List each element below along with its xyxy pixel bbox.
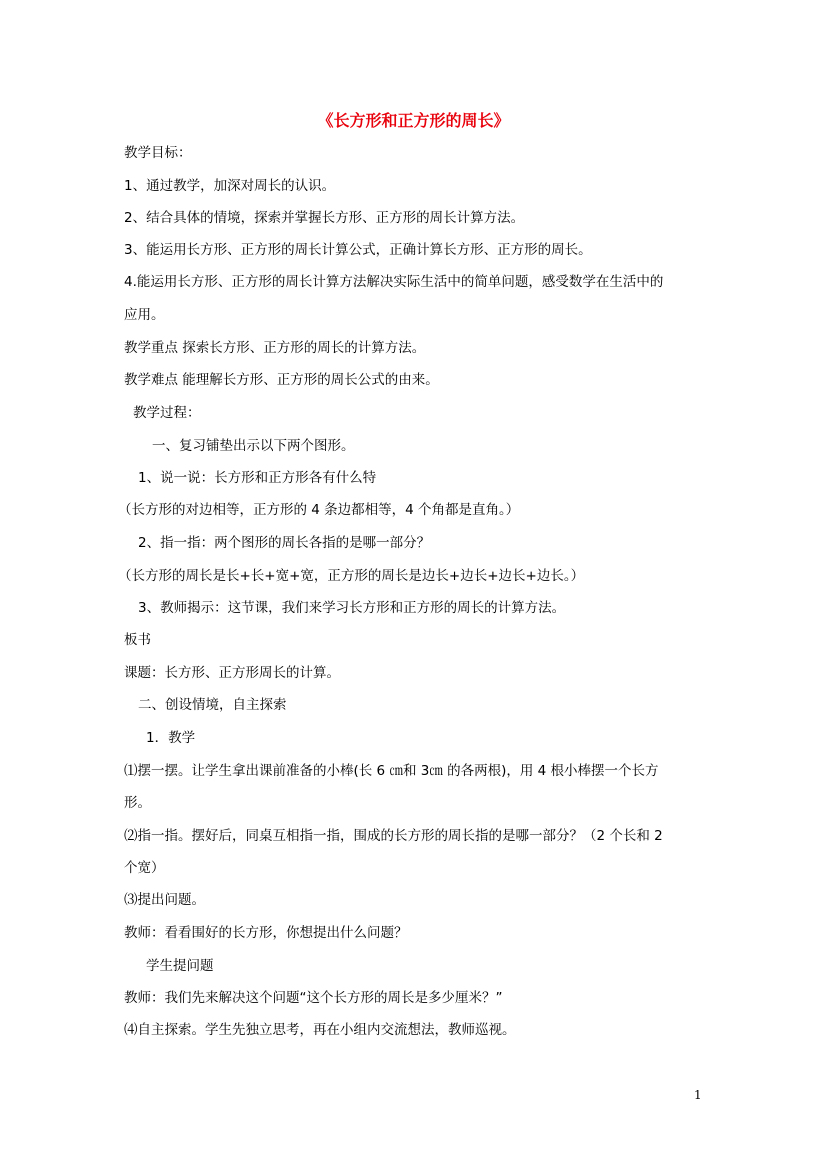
lesson-topic: 课题：长方形、正方形周长的计算。 xyxy=(124,665,340,681)
student-questions: 学生提问题 xyxy=(146,958,214,974)
objective-item-3: 3、能运用长方形、正方形的周长计算公式，正确计算长方形、正方形的周长。 xyxy=(124,242,592,258)
key-point: 教学重点 探索长方形、正方形的周长的计算方法。 xyxy=(124,340,426,356)
section-heading-process: 教学过程： xyxy=(133,405,201,421)
teacher-prompt-2: 教师：我们先来解决这个问题“这个长方形的周长是多少厘米？” xyxy=(124,990,503,1006)
page-number: 1 xyxy=(694,1088,702,1102)
activity-point: ⑵指一指。摆好后，同桌互相指一指，围成的长方形的周长指的是哪一部分？（2 个长和 2 xyxy=(124,828,663,844)
objective-item-1: 1、通过教学，加深对周长的认识。 xyxy=(124,178,336,194)
objective-item-2: 2、结合具体的情境，探索并掌握长方形、正方形的周长计算方法。 xyxy=(124,210,525,226)
teacher-prompt-1: 教师：看看围好的长方形，你想提出什么问题？ xyxy=(124,925,408,941)
document-title: 《长方形和正方形的周长》 xyxy=(317,111,510,130)
activity-explore: ⑷自主探索。学生先独立思考，再在小组内交流想法，教师巡视。 xyxy=(124,1022,516,1038)
review-answer-2: （长方形的周长是长+长+宽+宽，正方形的周长是边长+边长+边长+边长。） xyxy=(118,568,585,584)
review-item-2: 2、指一指：两个图形的周长各指的是哪一部分？ xyxy=(138,535,431,551)
teaching-step-1: 1．教学 xyxy=(146,730,196,746)
review-item-1: 1、说一说：长方形和正方形各有什么特 xyxy=(138,470,377,486)
section-review: 一、复习铺垫出示以下两个图形。 xyxy=(152,438,355,454)
review-item-3: 3、教师揭示：这节课，我们来学习长方形和正方形的周长的计算方法。 xyxy=(138,600,566,616)
activity-arrange-continued: 形。 xyxy=(124,795,151,811)
difficult-point: 教学难点 能理解长方形、正方形的周长公式的由来。 xyxy=(124,372,439,388)
review-answer-1: （长方形的对边相等，正方形的 4 条边都相等，4 个角都是直角。） xyxy=(118,502,520,518)
activity-arrange: ⑴摆一摆。让学生拿出课前准备的小棒(长 6 ㎝和 3㎝ 的各两根)，用 4 根小棒摆一个长方 xyxy=(124,763,659,779)
activity-point-continued: 个宽） xyxy=(124,860,165,876)
section-explore: 二、创设情境，自主探索 xyxy=(138,697,287,713)
activity-question: ⑶提出问题。 xyxy=(124,892,205,908)
board-writing-label: 板书 xyxy=(124,632,151,648)
objective-item-4: 4.能运用长方形、正方形的周长计算方法解决实际生活中的简单问题，感受数学在生活中的 xyxy=(124,274,664,290)
objective-item-4-continued: 应用。 xyxy=(124,307,165,323)
section-heading-objectives: 教学目标： xyxy=(124,145,192,161)
